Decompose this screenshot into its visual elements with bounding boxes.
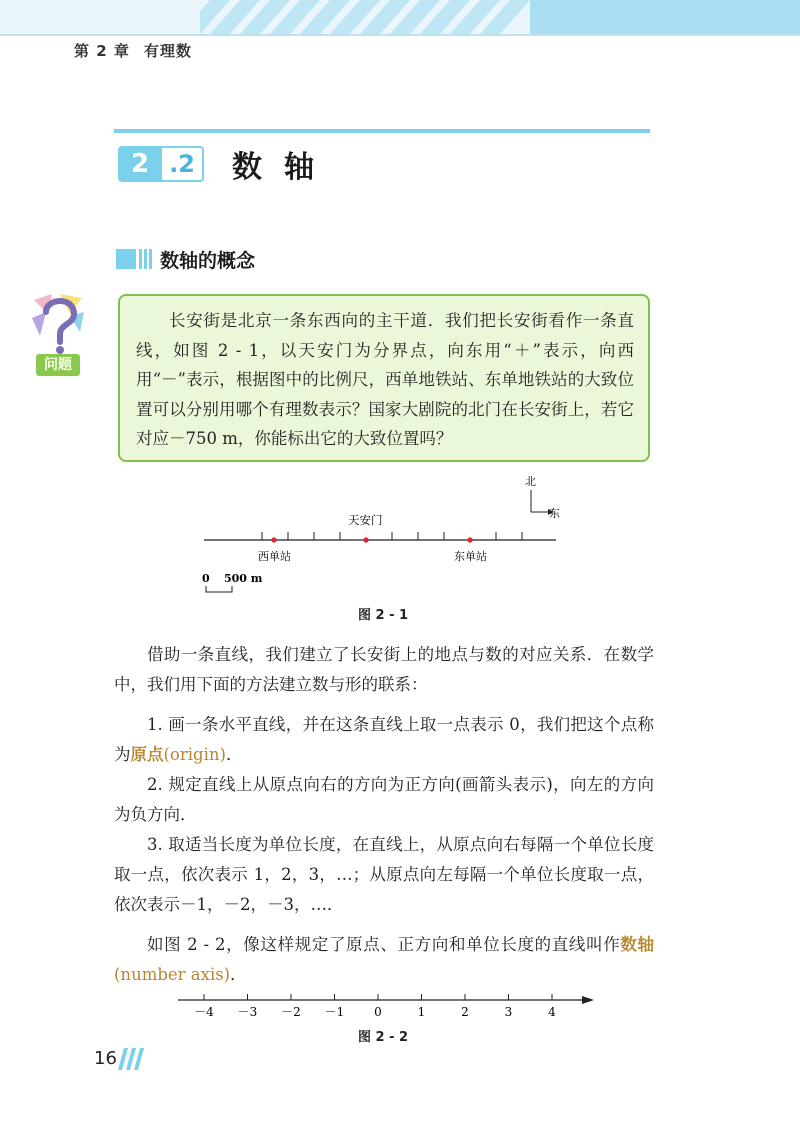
definition-end: ．	[230, 965, 247, 984]
street-ticks	[262, 532, 522, 540]
chapter-number: 第 2 章	[74, 42, 130, 60]
section-number-sub: .2	[162, 146, 204, 182]
xidan-label: 西单站	[258, 550, 291, 563]
chapter-title: 有理数	[143, 42, 192, 60]
page-number: 16	[94, 1048, 117, 1069]
compass-east: 东	[549, 507, 560, 520]
intro-paragraph: 借助一条直线，我们建立了长安街上的地点与数的对应关系．在数学中，我们用下面的方法建立数与形的联系：	[114, 645, 654, 694]
section-rule	[114, 129, 650, 133]
dongdan-label: 东单站	[454, 550, 487, 563]
axis-tick-label: －4	[194, 1005, 214, 1019]
tiananmen-label: 天安门	[348, 513, 383, 527]
xidan-point	[271, 537, 276, 542]
axis-tick-label: 3	[504, 1005, 513, 1019]
definition-text: 如图 2 - 2，像这样规定了原点、正方向和单位长度的直线叫作	[147, 935, 621, 954]
number-axis-definition	[114, 930, 654, 990]
chapter-header	[74, 40, 192, 61]
problem-label: 问题	[36, 354, 80, 376]
figure-2-1-caption: 图 2 - 1	[358, 608, 409, 623]
axis-tick-label: 2	[461, 1005, 469, 1019]
section-number-badge	[118, 146, 206, 182]
axis-tick-label: 4	[548, 1005, 556, 1019]
term-number-axis-en: (number axis)	[114, 965, 231, 984]
axis-tick-label: 1	[417, 1005, 426, 1019]
subsection-marker-icon	[116, 249, 154, 269]
tiananmen-point	[363, 537, 368, 542]
step-3: 3. 取适当长度为单位长度，在直线上，从原点向右每隔一个单位长度取一点，依次表示 1，2，3，…；从原点向左每隔一个单位长度取一点，依次表示－1，－2，－3，…．	[114, 835, 654, 914]
axis-arrow-icon	[582, 996, 594, 1004]
axis-tick-label: －3	[237, 1005, 258, 1019]
scale-value: 500 m	[224, 572, 263, 585]
figure-2-1-changan-street	[196, 470, 576, 600]
step-2: 2. 规定直线上从原点向右的方向为正方向(画箭头表示)，向左的方向为负方向．	[114, 775, 654, 824]
section-number-main: 2	[118, 146, 162, 182]
problem-box	[118, 294, 650, 462]
figure-2-2-number-axis	[176, 990, 606, 1024]
compass-north: 北	[525, 475, 536, 488]
axis-tick-label: 0	[374, 1005, 382, 1019]
axis-tick-label: －1	[324, 1005, 345, 1019]
term-origin-en: (origin)	[163, 745, 226, 764]
problem-text: 长安街是北京一条东西向的主干道．我们把长安街看作一条直线，如图 2 - 1，以天安门为分界点，向东用“＋”表示，向西用“－”表示，根据图中的比例尺，西单地铁站、东单地铁站的大致位置可以分别用哪个有理数表示？国家大剧院的北门在长安街上，若它对应－750 m，你能标出它的大致位置吗？	[136, 311, 634, 448]
subsection-title: 数轴的概念	[160, 250, 256, 272]
section-title: 数轴	[232, 150, 336, 185]
axis-tick-label: －2	[281, 1005, 301, 1019]
header-stripes	[200, 0, 800, 34]
term-number-axis: 数轴	[620, 935, 654, 954]
scale-zero: 0	[202, 572, 210, 585]
scale-bar	[206, 586, 232, 592]
step-1-text: 1. 画一条水平直线，并在这条直线上取一点表示 0，我们把这个点称为	[114, 715, 654, 764]
step-1	[114, 710, 654, 770]
page-slashes-icon	[118, 1048, 146, 1070]
step-1-end: ．	[225, 745, 243, 764]
figure-2-2-caption: 图 2 - 2	[358, 1030, 409, 1045]
dongdan-point	[467, 537, 472, 542]
term-origin: 原点	[130, 745, 164, 764]
